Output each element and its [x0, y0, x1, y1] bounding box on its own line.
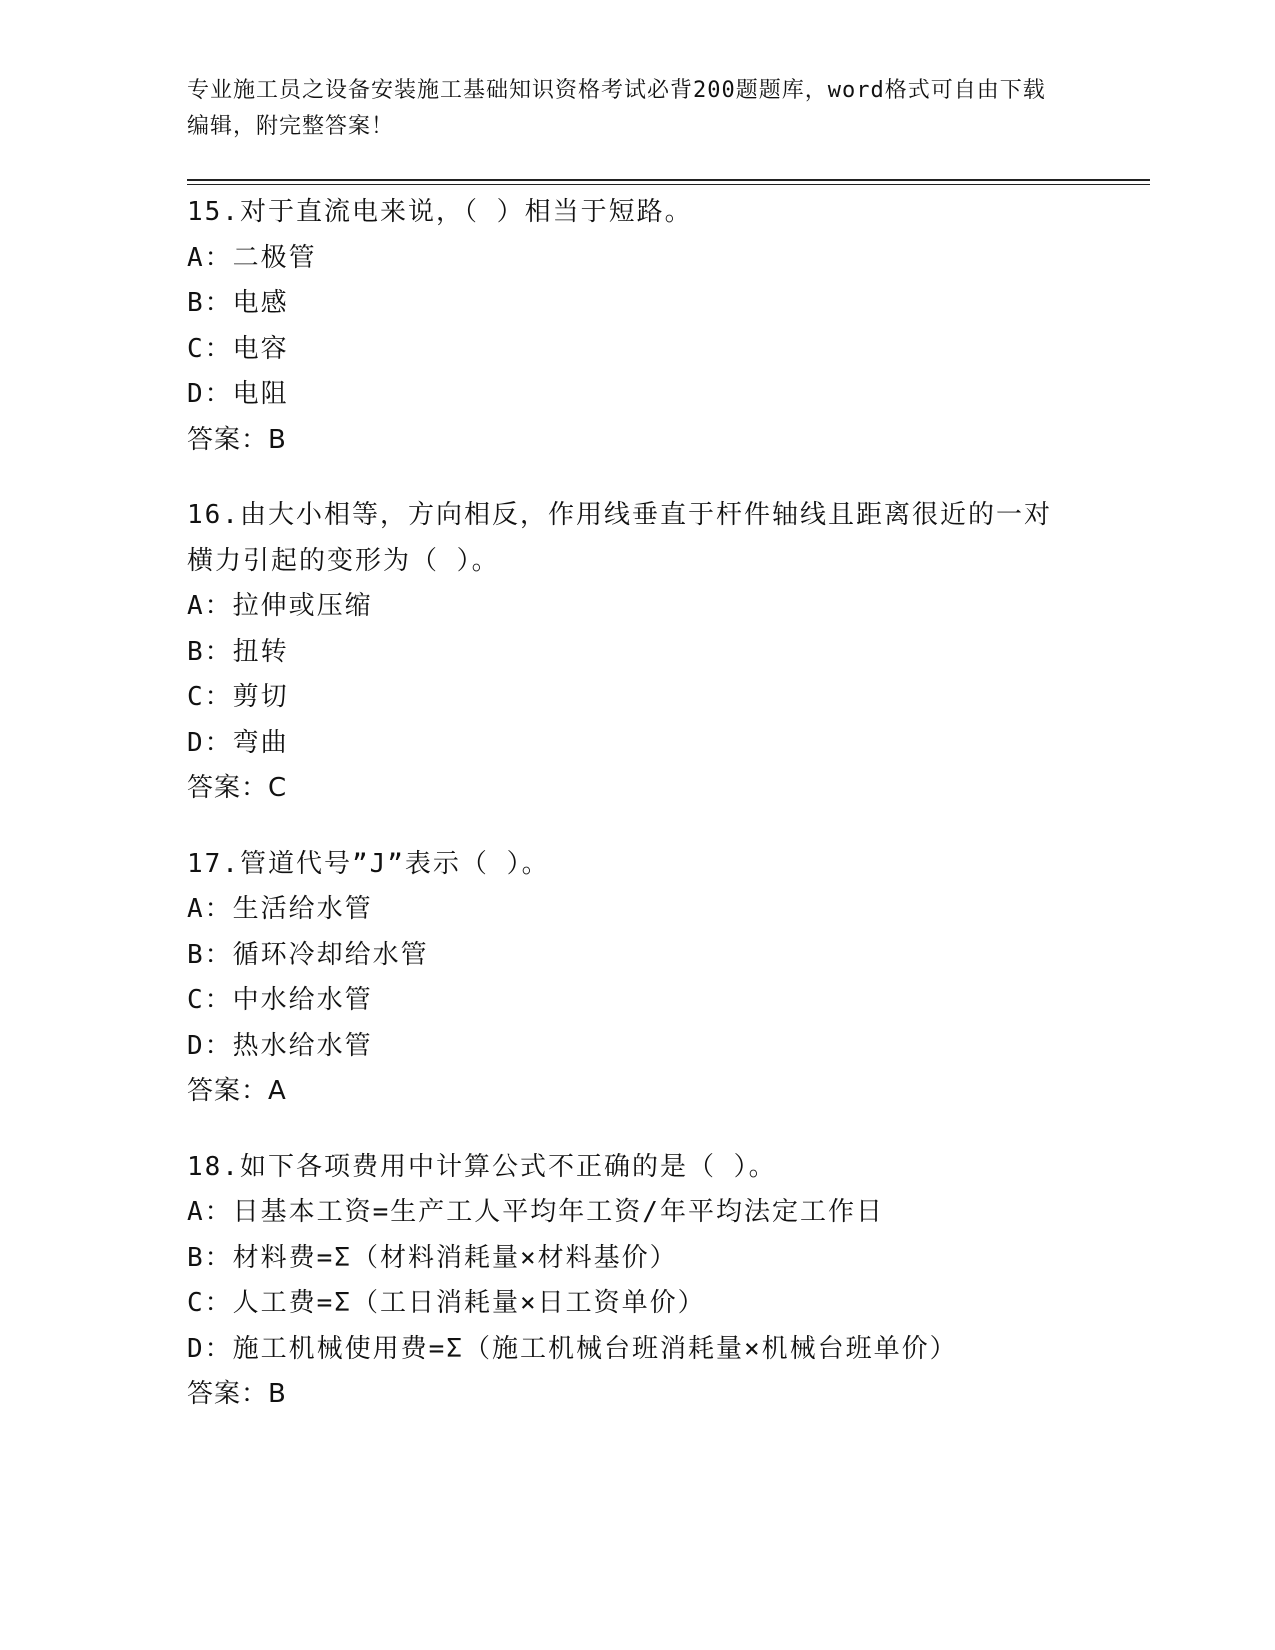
question-15	[187, 190, 1087, 463]
question-17	[187, 842, 1087, 1115]
question-title: 16.由大小相等，方向相反，作用线垂直于杆件轴线且距离很近的一对横力引起的变形为（ ）。	[187, 500, 1052, 576]
option-c: C：人工费=Σ（工日消耗量×日工资单价）	[187, 1288, 706, 1318]
option-d: D：热水给水管	[187, 1030, 373, 1061]
question-title: 18.如下各项费用中计算公式不正确的是（ ）。	[187, 1151, 777, 1182]
question-title: 17.管道代号”J”表示（ ）。	[187, 848, 550, 879]
option-d: D：施工机械使用费=Σ（施工机械台班消耗量×机械台班单价）	[187, 1333, 958, 1364]
question-16	[187, 493, 1087, 812]
header-divider-thin	[187, 184, 1150, 185]
header-divider-thick	[187, 179, 1150, 181]
option-a: A：二极管	[187, 242, 317, 273]
answer-line: 答案：B	[187, 1379, 287, 1409]
option-a: A：生活给水管	[187, 894, 373, 924]
question-list	[187, 190, 1087, 1448]
answer-line: 答案：B	[187, 424, 287, 455]
answer-line: 答案：A	[187, 1076, 287, 1106]
option-c: C：中水给水管	[187, 985, 373, 1015]
option-d: D：电阻	[187, 379, 289, 409]
option-a: A：拉伸或压缩	[187, 591, 373, 621]
question-title: 15.对于直流电来说，（ ）相当于短路。	[187, 197, 693, 227]
option-d: D：弯曲	[187, 727, 289, 758]
option-c: C：剪切	[187, 682, 289, 712]
answer-line: 答案：C	[187, 773, 288, 803]
question-18	[187, 1145, 1087, 1418]
option-b: B：材料费=Σ（材料消耗量×材料基价）	[187, 1242, 678, 1273]
document-intro: 专业施工员之设备安装施工基础知识资格考试必背200题题库，word格式可自由下载编辑，附完整答案！	[187, 78, 1046, 139]
option-a: A：日基本工资=生产工人平均年工资/年平均法定工作日	[187, 1197, 884, 1227]
option-b: B：扭转	[187, 636, 289, 667]
option-b: B：循环冷却给水管	[187, 939, 429, 970]
option-c: C：电容	[187, 333, 289, 364]
option-b: B：电感	[187, 288, 289, 318]
